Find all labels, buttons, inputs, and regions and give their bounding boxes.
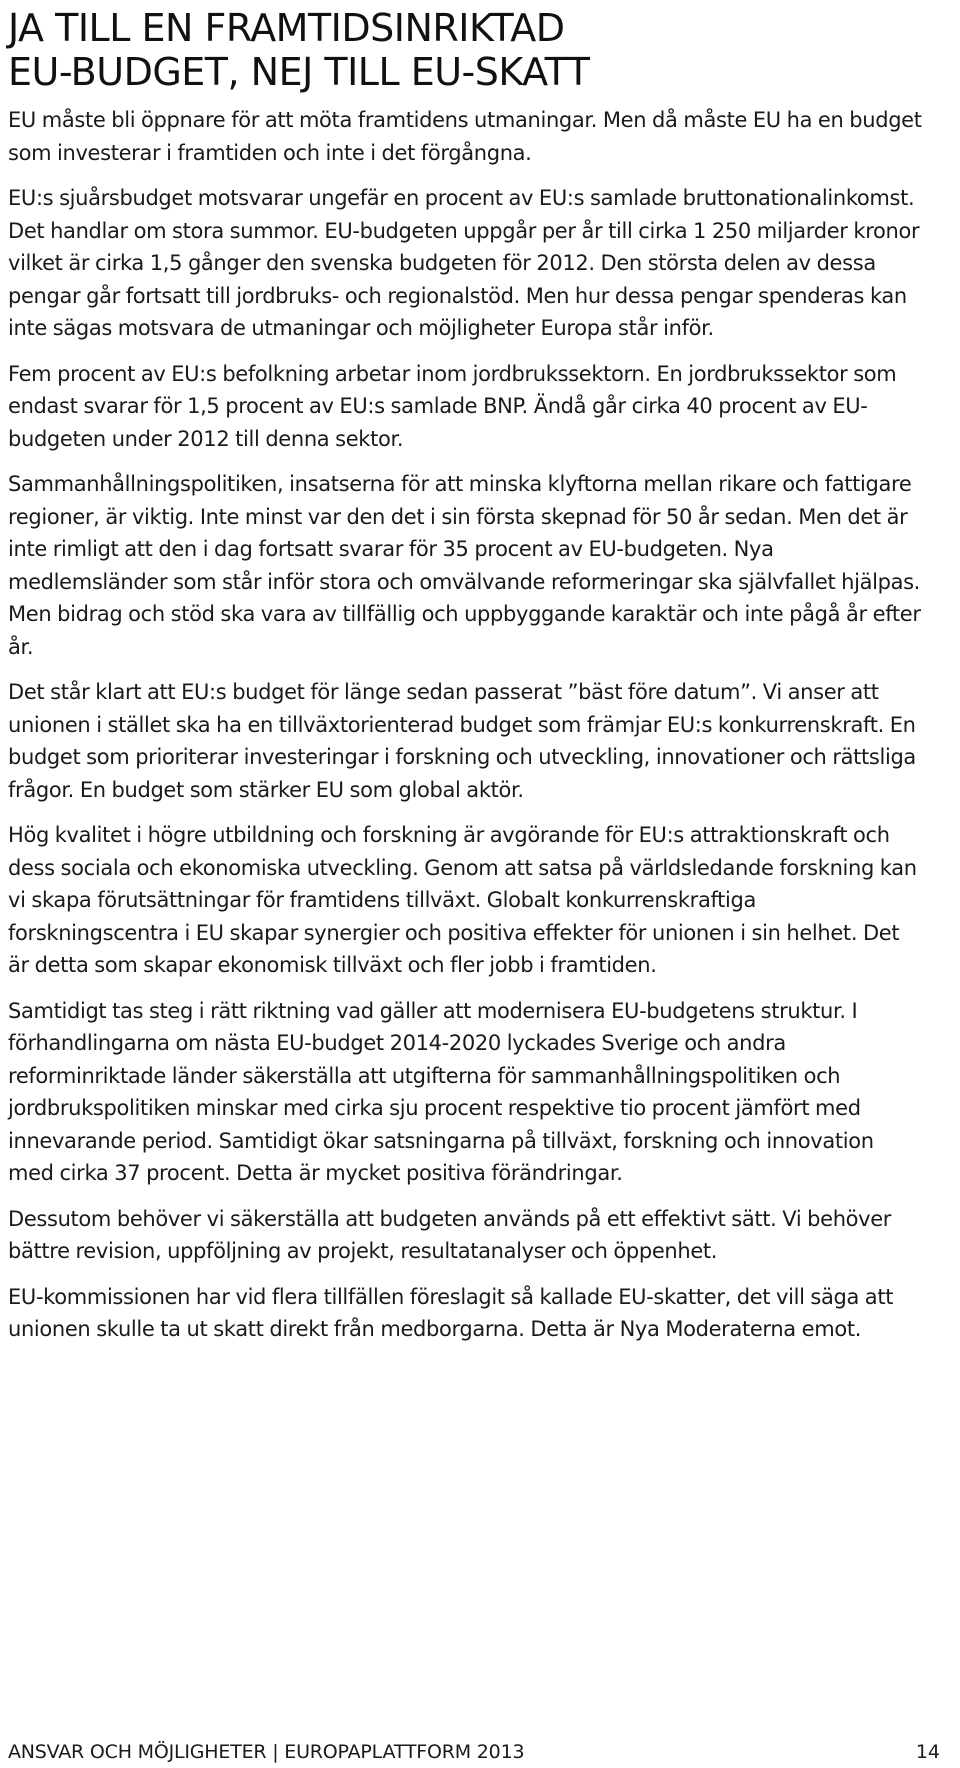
paragraph-modernisation: Samtidigt tas steg i rätt riktning vad gäller att modernisera EU-budgetens struktur. I förhandlingarna om nästa EU-budget 2014-2020 lyckades Sverige och andra reforminriktade länder säkerställa att utgifterna för sammanhållningspolitiken och jordbrukspolitiken minskar med cirka sju procent respektive tio procent jämfört med innevarande period. Samtidigt ökar satsningarna på tillväxt, forskning och innovation med cirka 37 procent. Detta är mycket positiva förändringar. <box>8 998 874 1185</box>
page-title-line-2: EU-BUDGET, NEJ TILL EU-SKATT <box>8 50 590 94</box>
document-page <box>8 0 924 1359</box>
paragraph-research: Hög kvalitet i högre utbildning och forskning är avgörande för EU:s attraktionskraft och dess sociala och ekonomiska utveckling. Genom att satsa på världsledande forskning kan vi skapa förutsättningar för framtidens tillväxt. Globalt konkurrenskraftiga forskningscentra i EU skapar synergier och positiva effekter för unionen i sin helhet. Det är detta som skapar ekonomisk tillväxt och fler jobb i framtiden. <box>8 823 917 977</box>
page-footer <box>8 1740 940 1764</box>
page-number: 14 <box>915 1741 940 1763</box>
paragraph-efficiency: Dessutom behöver vi säkerställa att budgeten används på ett effektivt sätt. Vi behöver bättre revision, uppföljning av projekt, resultatanalyser och öppenhet. <box>8 1206 892 1263</box>
paragraph-budget-size: EU:s sjuårsbudget motsvarar ungefär en procent av EU:s samlade bruttonationalinkomst. Det handlar om stora summor. EU-budgeten uppgår per år till cirka 1 250 miljarder kronor vilket är cirka 1,5 gånger den svenska budgeten för 2012. Den största delen av dessa pengar går fortsatt till jordbruks- och regionalstöd. Men hur dessa pengar spenderas kan inte sägas motsvara de utmaningar och möjligheter Europa står inför. <box>8 186 920 340</box>
paragraph-cohesion-policy: Sammanhållningspolitiken, insatserna för att minska klyftorna mellan rikare och fattigare regioner, är viktig. Inte minst var den det i sin första skepnad för 50 år sedan. Men det är inte rimligt att den i dag fortsatt svarar för 35 procent av EU-budgeten. Nya medlemsländer som står inför stora och omvälvande reformeringar ska självfallet hjälpas. Men bidrag och stöd ska vara av tillfällig och uppbyggande karaktär och inte pågå år efter år. <box>8 472 921 659</box>
paragraph-eu-taxes: EU-kommissionen har vid flera tillfällen föreslagit så kallade EU-skatter, det vill säga att unionen skulle ta ut skatt direkt från medborgarna. Detta är Nya Moderaterna emot. <box>8 1284 894 1341</box>
page-title-line-1: JA TILL EN FRAMTIDSINRIKTAD <box>8 6 565 50</box>
paragraph-intro: EU måste bli öppnare för att möta framtidens utmaningar. Men då måste EU ha en budget som investerar i framtiden och inte i det förgångna. <box>8 108 922 165</box>
paragraph-agriculture: Fem procent av EU:s befolkning arbetar inom jordbrukssektorn. En jordbrukssektor som endast svarar för 1,5 procent av EU:s samlade BNP. Ändå går cirka 40 procent av EU-budgeten under 2012 till denna sektor. <box>8 361 897 451</box>
footer-title: ANSVAR OCH MÖJLIGHETER | EUROPAPLATTFORM 2013 <box>8 1741 525 1763</box>
page-title <box>8 0 924 94</box>
paragraph-growth-budget: Det står klart att EU:s budget för länge sedan passerat ”bäst före datum”. Vi anser att unionen i stället ska ha en tillväxtorienterad budget som främjar EU:s konkurrenskraft. En budget som prioriterar investeringar i forskning och utveckling, innovationer och rättsliga frågor. En budget som stärker EU som global aktör. <box>8 680 916 802</box>
body-text <box>8 104 924 1346</box>
